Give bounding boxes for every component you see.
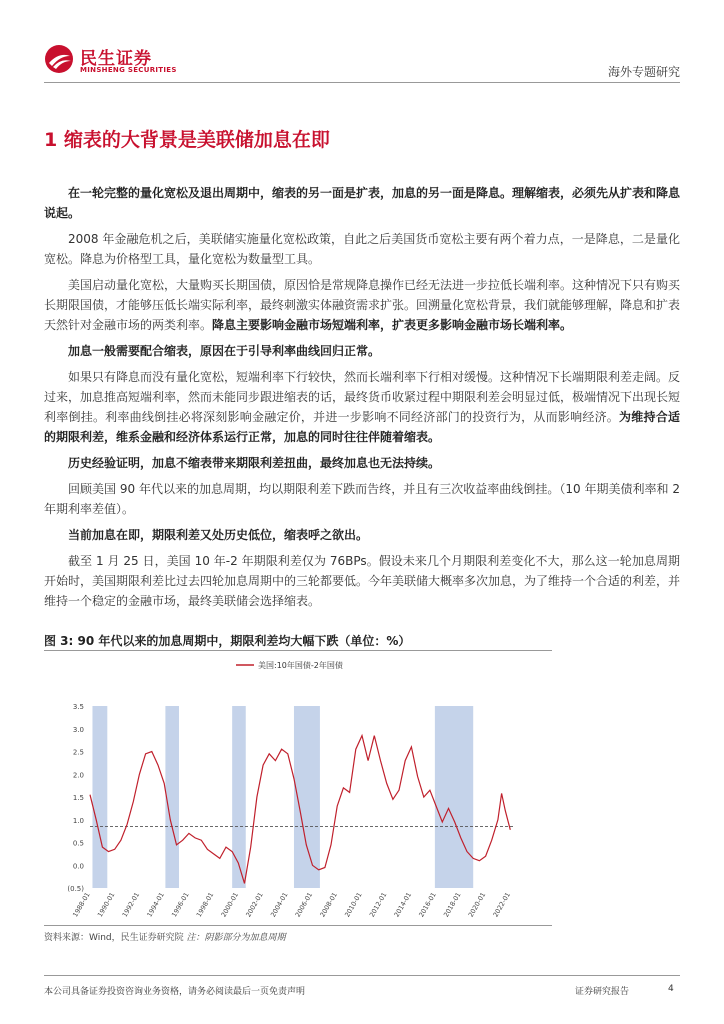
y-tick-label: 0.5	[72, 839, 84, 848]
page-number: 4	[668, 984, 674, 994]
logo-text-cn: 民生证券	[80, 49, 152, 69]
x-tick-label: 2010-01	[343, 891, 364, 919]
minsheng-logo-icon	[44, 44, 74, 74]
hike-cycle-shade-2	[165, 706, 179, 888]
paragraph-3-emphasis: 降息主要影响金融市场短端利率，扩表更多影响金融市场长端利率。	[212, 318, 573, 332]
x-tick-label: 1996-01	[170, 891, 191, 919]
report-type: 海外专题研究	[607, 65, 680, 79]
y-tick-label: 0.0	[72, 862, 84, 871]
x-tick-label: 2018-01	[442, 891, 463, 919]
paragraph-5	[44, 367, 680, 447]
paragraph-6: 历史经验证明，加息不缩表带来期限利差扭曲，最终加息也无法持续。	[68, 456, 441, 470]
source-divider	[44, 925, 552, 926]
y-tick-label: 2.0	[72, 771, 84, 780]
y-tick-label: 1.5	[72, 794, 84, 802]
footer-label: 证券研究报告	[575, 987, 630, 997]
x-tick-label: 1988-01	[71, 891, 92, 919]
y-axis-ticks	[67, 703, 84, 893]
header-divider	[44, 82, 680, 83]
y-tick-label: 2.5	[72, 748, 84, 757]
x-tick-label: 2014-01	[392, 891, 414, 919]
legend	[236, 660, 343, 670]
x-tick-label: 2012-01	[367, 891, 389, 919]
x-tick-label: 2020-01	[466, 891, 488, 919]
footer-disclaimer: 本公司具备证券投资咨询业务资格，请务必阅读最后一页免责声明	[44, 987, 306, 997]
hike-cycle-shade-3	[232, 706, 246, 888]
y-tick-label: 3.0	[72, 725, 84, 734]
figure-title: 图 3: 90 年代以来的加息周期中，期限利差均大幅下跌（单位：%）	[44, 634, 411, 648]
figure-title-divider	[44, 650, 552, 651]
paragraph-7: 回顾美国 90 年代以来的加息周期，均以期限利差下跌而告终，并且有三次收益率曲线倒挂。（10 年期美债利率和 2 年期利率差值）。	[44, 482, 680, 516]
x-tick-label: 2008-01	[318, 891, 339, 919]
source-note: 注：阴影部分为加息周期	[186, 933, 286, 943]
x-tick-label: 2006-01	[293, 891, 315, 919]
x-tick-label: 1992-01	[120, 891, 142, 919]
paragraph-4: 加息一般需要配合缩表，原因在于引导利率曲线回归正常。	[68, 344, 381, 358]
paragraph-9: 截至 1 月 25 日，美国 10 年-2 年期限利差仅为 76BPs。假设未来几个月期限利差变化不大，那么这一轮加息周期开始时，美国期限利差比过去四轮加息周期中的三轮都要低。今年美联储大概率多次加息，为了维持一个合适的利差，并维持一个稳定的金融市场，最终美联储会选择缩表。	[44, 554, 681, 608]
x-axis-ticks	[71, 891, 512, 919]
footer-divider	[44, 975, 680, 976]
y-tick-label: 1.0	[72, 816, 84, 825]
source-text: 资料来源：Wind，民生证券研究院	[44, 933, 184, 943]
page-header	[0, 0, 724, 90]
section-title: 1 缩表的大背景是美联储加息在即	[44, 129, 330, 151]
legend-label: 美国:10年国债-2年国债	[258, 661, 343, 670]
paragraph-5-text: 如果只有降息而没有量化宽松，短端利率下行较快，然而长端利率下行相对缓慢。这种情况下长端期限利差走阔。反过来，加息推高短端利率，然而未能同步跟进缩表的话，最终货币收紧过程中期限利差会明显过低，极端情况下出现长短利率倒挂。利率曲线倒挂必将深刻影响金融定价，并进一步影响不同经济部门的投资行为，从而影响经济。	[44, 370, 681, 424]
x-tick-label: 2016-01	[417, 891, 438, 919]
hike-cycle-shade-1	[92, 706, 107, 888]
paragraph-2: 2008 年金融危机之后，美联储实施量化宽松政策，自此之后美国货币宽松主要有两个着力点，一是降息，二是量化宽松。降息为价格型工具，量化宽松为数量型工具。	[44, 232, 680, 266]
figure-source	[44, 930, 286, 943]
hike-cycle-shades	[92, 706, 473, 888]
paragraph-8: 当前加息在即，期限利差又处历史低位，缩表呼之欲出。	[68, 528, 369, 542]
paragraph-3	[44, 275, 680, 335]
term-spread-chart	[44, 652, 552, 924]
x-tick-label: 1994-01	[145, 891, 166, 919]
body-text	[44, 183, 680, 617]
hike-cycle-shade-5	[435, 706, 473, 888]
y-tick-label: (0.5)	[67, 885, 84, 893]
x-tick-label: 2004-01	[269, 891, 290, 919]
x-tick-label: 1990-01	[95, 891, 117, 919]
x-tick-label: 2000-01	[219, 891, 241, 919]
x-tick-label: 2002-01	[244, 891, 265, 919]
y-tick-label: 3.5	[72, 703, 84, 711]
x-tick-label: 2022-01	[491, 891, 513, 919]
paragraph-5-emphasis: 为维持合适的期限利差，维系金融和经济体系运行正常，加息的同时往往伴随着缩表。	[44, 410, 680, 444]
x-tick-label: 1998-01	[194, 891, 216, 919]
logo-text-en: MINSHENG SECURITIES	[80, 66, 177, 74]
paragraph-1: 在一轮完整的量化宽松及退出周期中，缩表的另一面是扩表，加息的另一面是降息。理解缩表，必须先从扩表和降息说起。	[44, 186, 681, 220]
paragraph-3-text: 美国启动量化宽松，大量购买长期国债，原因恰是常规降息操作已经无法进一步拉低长端利率。这种情况下只有购买长期限国债，才能够压低长端实际利率，最终刺激实体融资需求扩张。回溯量化宽松背景，我们就能够理解，降息和扩表天然针对金融市场的两类利率。	[44, 278, 681, 332]
